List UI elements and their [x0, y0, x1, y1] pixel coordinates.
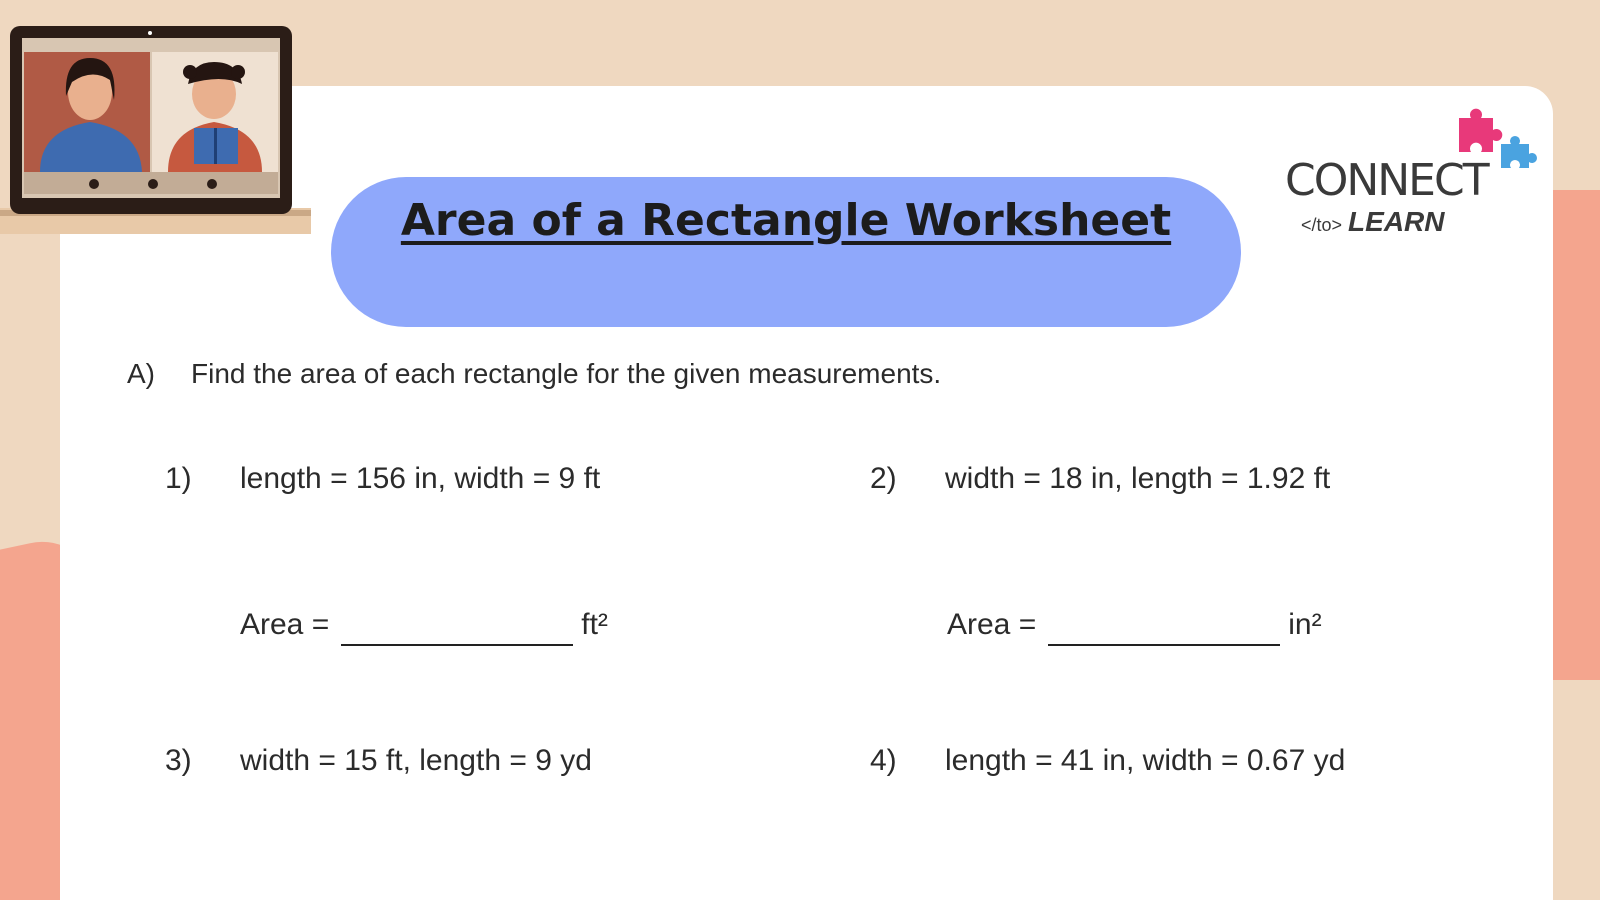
problem-text: length = 41 in, width = 0.67 yd	[945, 744, 1346, 777]
problem-text: length = 156 in, width = 9 ft	[240, 462, 601, 495]
problem-2-answer	[947, 608, 1322, 646]
answer-blank-1[interactable]	[341, 644, 573, 646]
problem-number: 1)	[165, 462, 192, 495]
area-unit: in²	[1288, 608, 1322, 641]
section-letter: A)	[127, 358, 155, 389]
section-a-instruction	[127, 358, 941, 390]
problem-text: width = 15 ft, length = 9 yd	[240, 744, 592, 777]
area-unit: ft²	[581, 608, 608, 641]
problem-1-answer	[240, 608, 608, 646]
video-call-laptop-illustration	[0, 0, 315, 240]
connect-learn-logo	[1285, 100, 1555, 240]
worksheet-title: Area of a Rectangle Worksheet	[400, 195, 1172, 246]
problem-1	[165, 462, 600, 496]
problem-text: width = 18 in, length = 1.92 ft	[945, 462, 1331, 495]
logo-wordmark: CONNECT	[1285, 155, 1488, 206]
problem-number: 4)	[870, 744, 897, 777]
problem-2	[870, 462, 1330, 496]
problem-number: 3)	[165, 744, 192, 777]
title-banner	[331, 177, 1241, 327]
answer-blank-2[interactable]	[1048, 644, 1280, 646]
area-label: Area =	[240, 608, 330, 641]
problem-number: 2)	[870, 462, 897, 495]
problem-3	[165, 744, 592, 778]
instruction-text: Find the area of each rectangle for the given measurements.	[191, 358, 942, 389]
logo-tag: </to>	[1301, 215, 1343, 235]
problem-4	[870, 744, 1345, 778]
area-label: Area =	[947, 608, 1037, 641]
logo-subtitle	[1301, 206, 1445, 238]
logo-sub-word: LEARN	[1348, 206, 1445, 237]
